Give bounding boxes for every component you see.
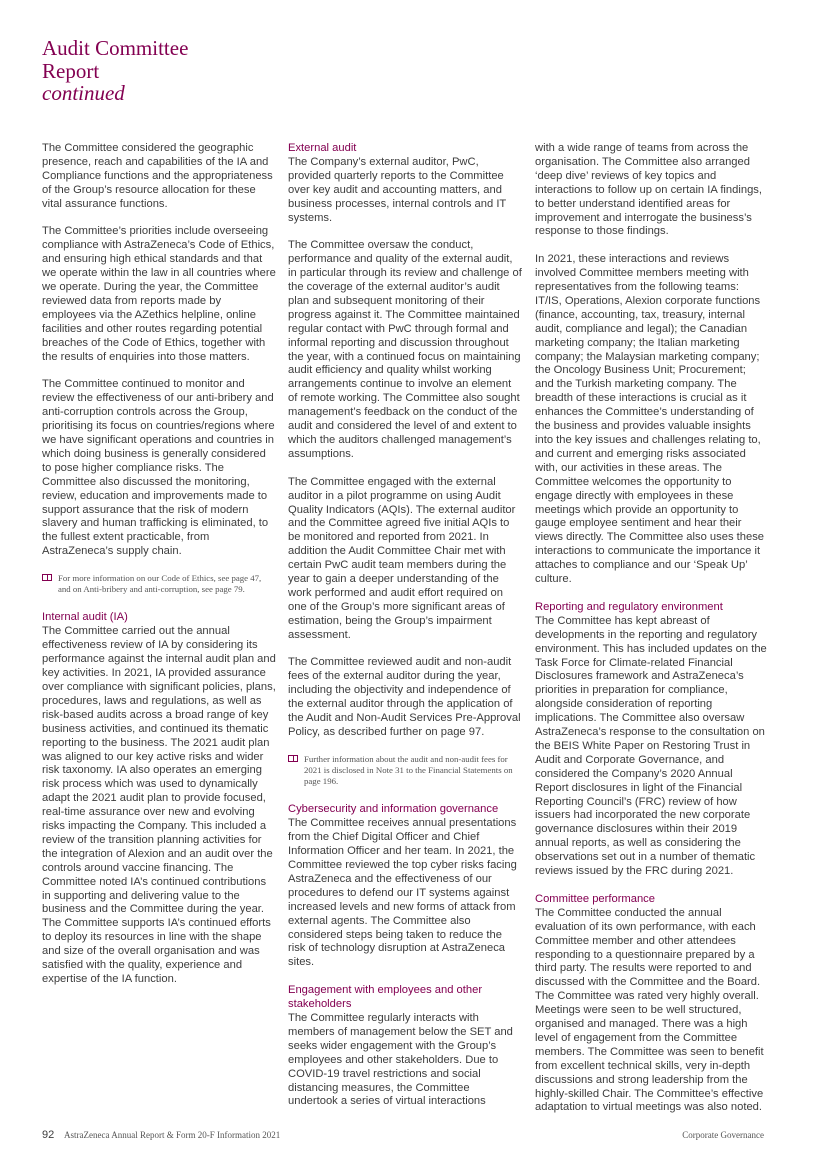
publication-name: AstraZeneca Annual Report & Form 20-F Information 2021 <box>64 1130 281 1140</box>
column-3 <box>535 142 767 1129</box>
column-1 <box>42 142 276 1001</box>
paragraph-audit-oversight: The Committee oversaw the conduct, performance and quality of the external audit, in particular through its review and challenge of the coverage of the external auditor’s audit plan and subsequent monitoring of their progress against it. The Committee maintained regular contact with PwC through formal and informal reporting and discussion throughout the year, with a continued focus on maintaining audit efficiency and quality whilst working arrangements continue to involve an element of remote working. The Committee also sought management’s feedback on the conduct of the audit and considered the level of and extent to which the auditors challenged management’s assumptions. <box>288 239 522 460</box>
heading-external-audit: External audit <box>288 142 357 154</box>
paragraph-anti-bribery: The Committee continued to monitor and review the effectiveness of our anti-bribery and anti-corruption controls across the Group, prioritising its focus on countries/regions where we have significant operations and countries in which doing business is generally considered to pose higher compliance risks. The Committee also discussed the monitoring, review, education and improvements made to support assurance that the risk of modern slavery and human trafficking is eliminated, to the fullest extent practicable, from AstraZeneca’s supply chain. <box>42 378 275 558</box>
heading-reporting: Reporting and regulatory environment <box>535 600 723 613</box>
paragraph-external-auditor: The Company’s external auditor, PwC, provided quarterly reports to the Committee over key audit and accounting matters, and business processes, internal controls and IT systems. <box>288 155 507 224</box>
book-icon <box>42 574 52 581</box>
paragraph-code-of-ethics: The Committee’s priorities include overseeing compliance with AstraZeneca’s Code of Ethics, and ensuring high ethical standards and that we operate within the law in all countries where we operate. During the year, the Committee reviewed data from reports made by employees via the AZethics helpline, online facilities and other routes regarding potential breaches of the Code of Ethics, together with the results of enquiries into those matters. <box>42 225 276 363</box>
paragraph-geographic: The Committee considered the geographic presence, reach and capabilities of the IA and Compliance functions and the appropriateness of the Group’s resource allocation for these vital assurance functions. <box>42 142 273 210</box>
paragraph-cybersecurity: The Committee receives annual presentations from the Chief Digital Officer and Chief Information Officer and her team. In 2021, the Committee reviewed the top cyber risks facing AstraZeneca and the effectiveness of our procedures to defend our IT systems against increased levels and new forms of attack from external agents. The Committee also considered steps being taken to reduce the risk of technology disruption at AstraZeneca sites. <box>288 817 517 969</box>
title-line-1: Audit Committee <box>42 36 189 60</box>
title-continued: continued <box>42 81 125 105</box>
title-line-2: Report <box>42 58 100 83</box>
page-title <box>42 37 188 105</box>
heading-internal-audit: Internal audit (IA) <box>42 611 128 624</box>
paragraph-committee-performance: The Committee conducted the annual evaluation of its own performance, with each Committee member and other attendees responding to a questionnaire prepared by a third party. The results were reported to and discussed with the Committee and the Board. The Committee was rated very highly overall. Meetings were seen to be well structured, organised and managed. There was a high level of engagement from the Committee members. The Committee was seen to benefit from excellent technical skills, very in-depth discussions and strong leadership from the highly-skilled Chair. The Committee’s effective adaptation to virtual meetings was also noted. <box>535 906 764 1114</box>
paragraph-aqis: The Committee engaged with the external auditor in a pilot programme on using Audit Quality Indicators (AQIs). The external auditor and the Committee agreed five initial AQIs to be monitored and reported from 2021. In addition the Audit Committee Chair met with certain PwC audit team members during the year to gain a deeper understanding of the work performed and audit effort required on one of the Group’s more significant areas of estimation, being the Group’s impairment assessment. <box>288 475 516 641</box>
paragraph-reporting: The Committee has kept abreast of developments in the reporting and regulatory environment. This has included updates on the Task Force for Climate-related Financial Disclosures framework and AstraZeneca’s priorities in preparation for compliance, alongside consideration of reporting implications. The Committee also oversaw AstraZeneca’s response to the consultation on the BEIS White Paper on Restoring Trust in Audit and Corporate Governance, and considered the Company’s 2020 Annual Report disclosures in light of the Financial Reporting Council’s (FRC) review of how issuers had incorporated the new corporate governance disclosures within their 2019 annual reports, as well as considering the observations set out in a number of thematic reviews issued by the FRC during 2021. <box>535 614 767 878</box>
column-2 <box>288 142 522 1123</box>
paragraph-audit-fees: The Committee reviewed audit and non-audit fees of the external auditor during the year, including the objectivity and independence of the external auditor through the application of the Audit and Non-Audit Services Pre-Approval Policy, as described further on page 97. <box>288 656 521 739</box>
note-code-of-ethics <box>42 573 276 595</box>
paragraph-engagement: The Committee regularly interacts with members of management below the SET and seeks wider engagement with the Group’s employees and other stakeholders. Due to COVID-19 travel restrictions and social distancing measures, the Committee undertook a series of virtual interactions <box>288 1012 513 1108</box>
page-number: 92 <box>42 1129 55 1141</box>
heading-cybersecurity: Cybersecurity and information governance <box>288 803 499 816</box>
paragraph-deep-dive: with a wide range of teams from across the organisation. The Committee also arranged ‘deep dive’ reviews of key topics and interactions to follow up on certain IA findings, to better understand identified areas for improvement and interrogate the business’s response to those findings. <box>535 142 762 238</box>
paragraph-interactions: In 2021, these interactions and reviews involved Committee members meeting with representatives from the following teams: IT/IS, Operations, Alexion corporate functions (finance, accounting, tax, treasury, internal audit, compliance and legal); the Canadian marketing company; the Italian marketing company; the Malaysian marketing company; the Oncology Business Unit; Procurement; and the Turkish marketing company. The breadth of these interactions is crucial as it enhances the Committee’s understanding of the business and provides valuable insights into the key issues and challenges relating to, and current and emerging risks associated with, our activities in these areas. The Committee welcomes the opportunity to engage directly with employees in these meetings which provide an opportunity to gauge employee sentiment and hear their views directly. The Committee also uses these interactions to communicate the importance it attaches to compliance and our ‘Speak Up’ culture. <box>535 253 765 586</box>
heading-committee-performance: Committee performance <box>535 892 655 905</box>
paragraph-internal-audit: The Committee carried out the annual effectiveness review of IA by considering its performance against the internal audit plan and key activities. In 2021, IA provided assurance over compliance with significant policies, plans, procedures, laws and regulations, as well as risk-based audits across a broad range of key business activities, and continued its thematic reporting to the business. The 2021 audit plan was aligned to our key active risks and wider risk taxonomy. IA also operates an emerging risk process which was used to dynamically adapt the 2021 audit plan to provide focused, real-time assurance over new and evolving risks impacting the Company. This included a review of the transition planning activities for the integration of Alexion and an audit over the controls around vaccine financing. The Committee noted IA’s continued contributions in supporting and delivering value to the business and the Committee during the year. The Committee supports IA’s continued efforts to deploy its resources in line with the shape and size of the overall organisation and was satisfied with the quality, experience and expertise of the IA function. <box>42 625 276 986</box>
page-footer <box>42 1129 764 1141</box>
note-text: For more information on our Code of Ethics, see page 47, and on Anti-bribery and anti-corruption, see page 79. <box>58 573 262 595</box>
section-name: Corporate Governance <box>682 1130 764 1140</box>
note-text: Further information about the audit and non-audit fees for 2021 is disclosed in Note 31 to the Financial Statements on page 196. <box>304 753 513 787</box>
heading-engagement: Engagement with employees and other stakeholders <box>288 984 483 1011</box>
book-icon <box>288 755 298 762</box>
note-audit-fees <box>288 754 522 788</box>
